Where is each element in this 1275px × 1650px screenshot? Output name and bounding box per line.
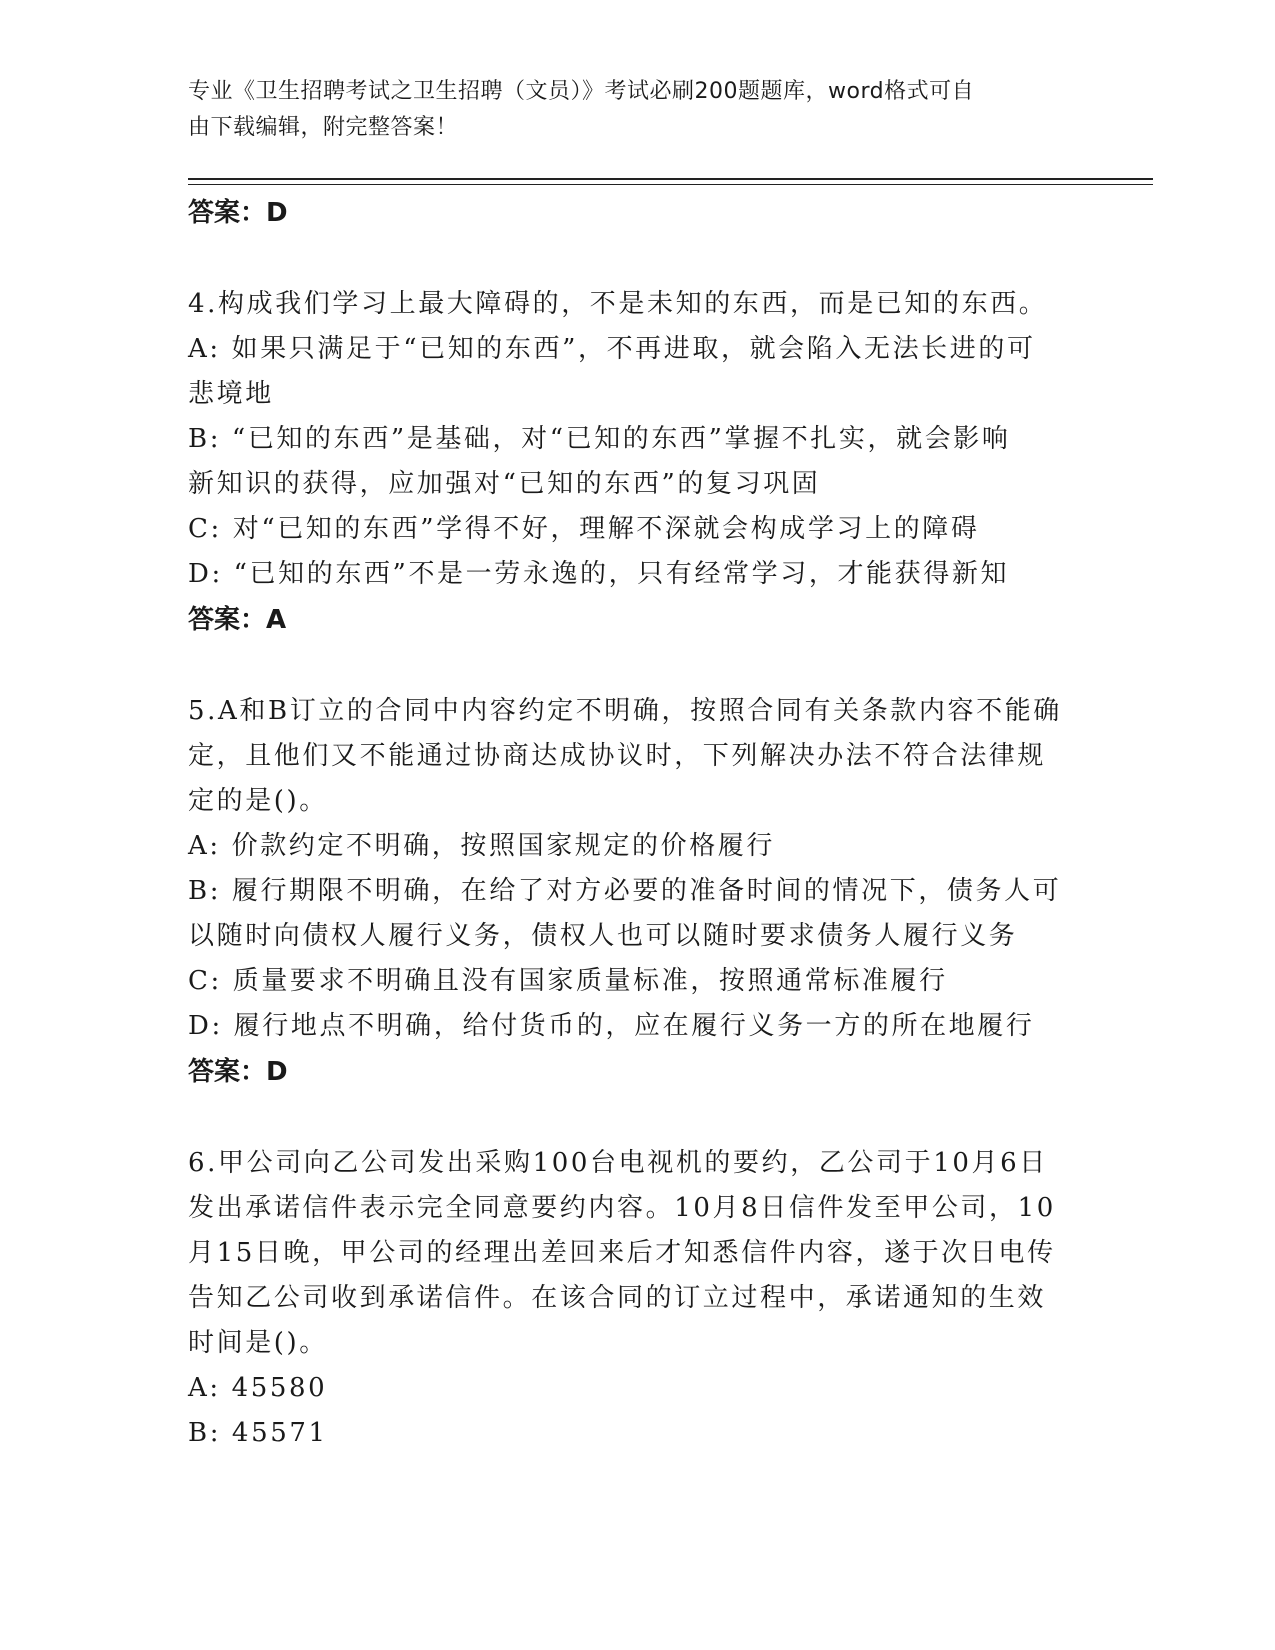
header-line-2: 由下载编辑，附完整答案！	[188, 115, 459, 140]
option-a-line: 悲境地	[188, 379, 274, 409]
question-stem-line: 6.甲公司向乙公司发出采购100台电视机的要约，乙公司于10月6日	[188, 1148, 1048, 1178]
question-stem-line: 4.构成我们学习上最大障碍的，不是未知的东西，而是已知的东西。	[188, 289, 1048, 319]
answer-q3: 答案：D	[188, 198, 288, 228]
option-b-line: 新知识的获得，应加强对“已知的东西”的复习巩固	[188, 469, 821, 499]
header-rule-thick	[188, 178, 1153, 180]
document-body	[188, 190, 1088, 1456]
answer-q4: 答案：A	[188, 605, 287, 635]
option-b-line: B: 履行期限不明确，在给了对方必要的准备时间的情况下，债务人可	[188, 876, 1062, 906]
question-stem-line: 发出承诺信件表示完全同意要约内容。10月8日信件发至甲公司，10	[188, 1193, 1056, 1223]
option-c-line: C: 对“已知的东西”学得不好，理解不深就会构成学习上的障碍	[188, 514, 980, 544]
option-d-line: D: 履行地点不明确，给付货币的，应在履行义务一方的所在地履行	[188, 1011, 1035, 1041]
option-b-line: 以随时向债权人履行义务，债权人也可以随时要求债务人履行义务	[188, 921, 1018, 951]
spacer	[188, 643, 1088, 689]
header-line-1: 专业《卫生招聘考试之卫生招聘（文员）》考试必刷200题题库，word格式可自	[188, 79, 975, 104]
option-b-line: B: “已知的东西”是基础，对“已知的东西”掌握不扎实，就会影响	[188, 424, 1011, 454]
question-stem-line: 定的是()。	[188, 786, 328, 816]
question-stem-line: 5.A和B订立的合同中内容约定不明确，按照合同有关条款内容不能确	[188, 696, 1062, 726]
option-c-line: C: 质量要求不明确且没有国家质量标准，按照通常标准履行	[188, 966, 948, 996]
question-6	[188, 1141, 1088, 1456]
option-d-line: D: “已知的东西”不是一劳永逸的，只有经常学习，才能获得新知	[188, 559, 1010, 589]
option-b-line: B: 45571	[188, 1418, 328, 1448]
page-header	[188, 74, 1068, 146]
option-a-line: A: 如果只满足于“已知的东西”，不再进取，就会陷入无法长进的可	[188, 334, 1036, 364]
option-a-line: A: 45580	[188, 1373, 328, 1403]
question-4	[188, 282, 1088, 643]
header-rule-thin	[188, 184, 1153, 185]
option-a-line: A: 价款约定不明确，按照国家规定的价格履行	[188, 831, 776, 861]
question-stem-line: 时间是()。	[188, 1328, 328, 1358]
spacer	[188, 236, 1088, 282]
answer-q5: 答案：D	[188, 1057, 288, 1087]
question-stem-line: 告知乙公司收到承诺信件。在该合同的订立过程中，承诺通知的生效	[188, 1283, 1047, 1313]
question-stem-line: 定，且他们又不能通过协商达成协议时，下列解决办法不符合法律规	[188, 741, 1047, 771]
question-5	[188, 689, 1088, 1095]
question-stem-line: 月15日晚，甲公司的经理出差回来后才知悉信件内容，遂于次日电传	[188, 1238, 1056, 1268]
spacer	[188, 1095, 1088, 1141]
